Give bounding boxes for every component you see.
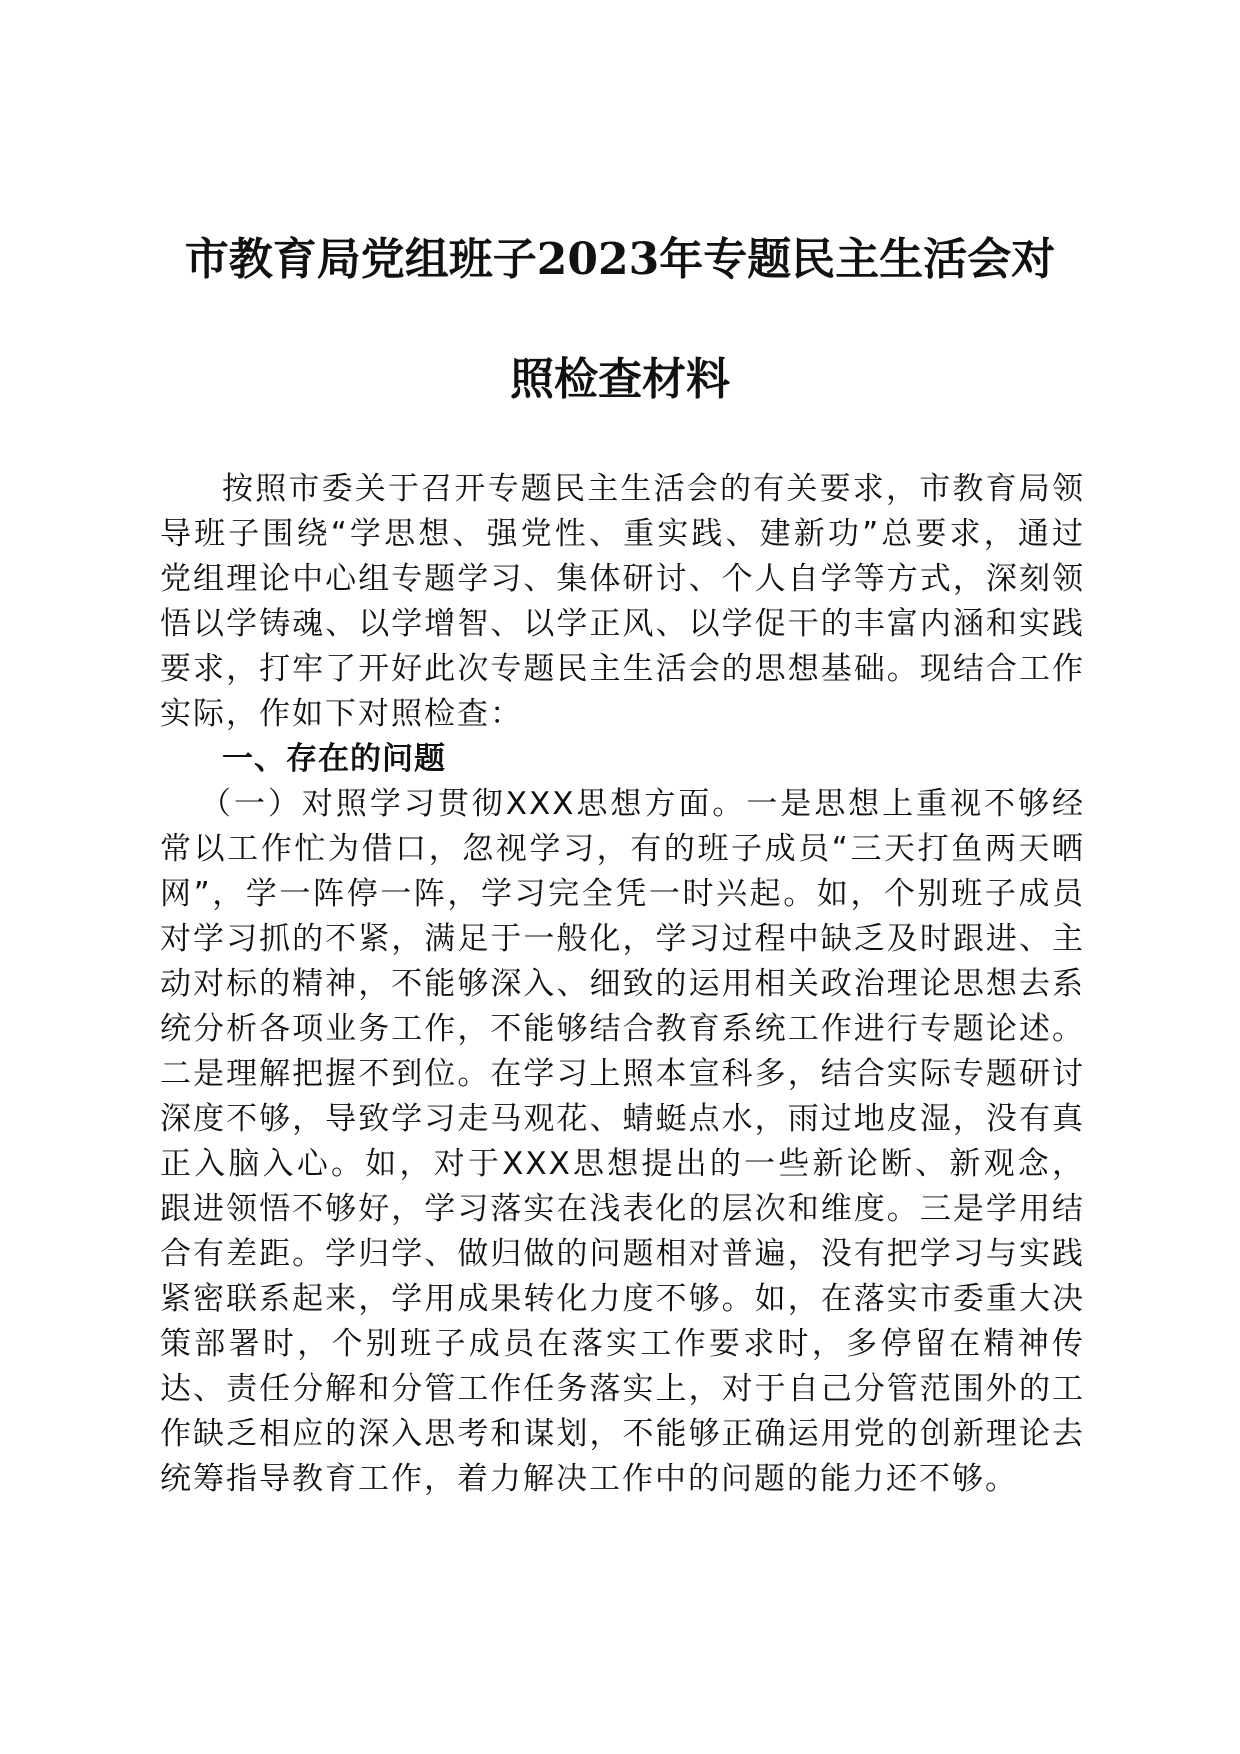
section-paragraph: （一）对照学习贯彻XXX思想方面。一是思想上重视不够经常以工作忙为借口，忽视学习，有的班子成员“三天打鱼两天晒网”，学一阵停一阵，学习完全凭一时兴起。如，个别班子成员对学习抓的不紧，满足于一般化，学习过程中缺乏及时跟进、主动对标的精神，不能够深入、细致的运用相关政治理论思想去系统分析各项业务工作，不能够结合教育系统工作进行专题论述。二是理解把握不到位。在学习上照本宣科多，结合实际专题研讨深度不够，导致学习走马观花、蜻蜓点水，雨过地皮湿，没有真正入脑入心。如，对于XXX思想提出的一些新论断、新观念，跟进领悟不够好，学习落实在浅表化的层次和维度。三是学用结合有差距。学归学、做归做的问题相对普遍，没有把学习与实践紧密联系起来，学用成果转化力度不够。如，在落实市委重大决策部署时，个别班子成员在落实工作要求时，多停留在精神传达、责任分解和分管工作任务落实上，对于自己分管范围外的工作缺乏相应的深入思考和谋划，不能够正确运用党的创新理论去统筹指导教育工作，着力解决工作中的问题的能力还不够。 bbox=[160, 786, 1085, 1497]
document-title-line-2: 照检查材料 bbox=[510, 354, 730, 405]
document-title-line-1: 市教育局党组班子2023年专题民主生活会对 bbox=[184, 234, 1056, 285]
section-heading: 一、存在的问题 bbox=[222, 741, 446, 777]
intro-paragraph: 按照市委关于召开专题民主生活会的有关要求，市教育局领导班子围绕“学思想、强党性、重实践、建新功”总要求，通过党组理论中心组专题学习、集体研讨、个人自学等方式，深刻领悟以学铸魂、以学增智、以学正风、以学促干的丰富内涵和实践要求，打牢了开好此次专题民主生活会的思想基础。现结合工作实际，作如下对照检查： bbox=[160, 471, 1085, 732]
document-body bbox=[160, 467, 1085, 1502]
